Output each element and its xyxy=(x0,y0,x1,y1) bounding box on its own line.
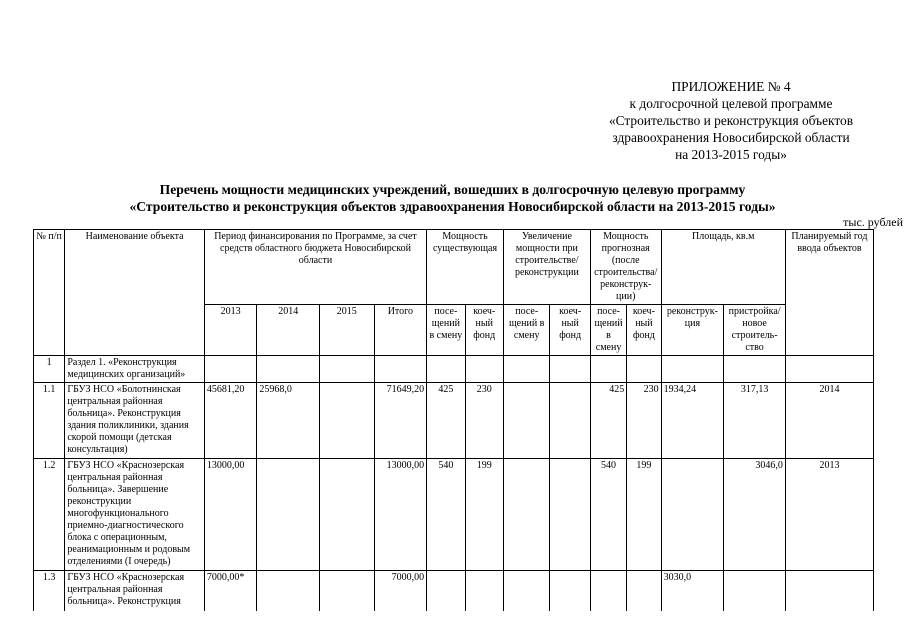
header-name: Наименование объекта xyxy=(65,230,204,356)
header-existing-visits: посе-щений в смену xyxy=(427,305,465,356)
header-existing-beds: коеч-ный фонд xyxy=(465,305,503,356)
title-line-1: Перечень мощности медицинских учреждений, вошедших в долгосрочную целевую программу xyxy=(159,182,746,197)
row-inc-visits xyxy=(503,459,549,571)
header-funding: Период финансирования по Программе, за счет средств областного бюджета Новосибирской области xyxy=(204,230,426,305)
title-line-2: «Строительство и реконструкция объектов здравоохранения Новосибирской области на 2013-2015 годы» xyxy=(129,199,776,214)
row-fc-beds xyxy=(627,356,661,383)
row-area-recon xyxy=(661,356,724,383)
appendix-line-4: здравоохранения Новосибирской области xyxy=(612,130,850,145)
row-ex-visits: 425 xyxy=(427,383,465,459)
row-2013: 45681,20 xyxy=(204,383,257,459)
row-fc-visits xyxy=(590,356,626,383)
row-num: 1 xyxy=(34,356,65,383)
row-area-ext xyxy=(724,571,786,611)
capacity-table xyxy=(33,229,874,611)
header-area-ext: пристройка/ новое строитель-ство xyxy=(724,305,786,356)
row-inc-beds xyxy=(550,459,590,571)
header-2015: 2015 xyxy=(320,305,375,356)
row-2014 xyxy=(257,459,320,571)
row-area-ext: 317,13 xyxy=(724,383,786,459)
row-2013 xyxy=(204,356,257,383)
row-ex-beds xyxy=(465,356,503,383)
row-name: Раздел 1. «Реконструкция медицинских организаций» xyxy=(65,356,204,383)
row-fc-beds: 230 xyxy=(627,383,661,459)
row-ex-visits xyxy=(427,571,465,611)
table-row xyxy=(34,571,874,611)
units-label: тыс. рублей xyxy=(843,215,903,229)
row-num: 1.1 xyxy=(34,383,65,459)
row-year xyxy=(785,356,873,383)
row-fc-visits: 540 xyxy=(590,459,626,571)
row-2014: 25968,0 xyxy=(257,383,320,459)
row-2015 xyxy=(320,459,375,571)
header-existing: Мощность существующая xyxy=(427,230,504,305)
document-title xyxy=(0,181,905,215)
header-total: Итого xyxy=(374,305,427,356)
row-2015 xyxy=(320,383,375,459)
row-total xyxy=(374,356,427,383)
header-increase-visits: посе-щений в смену xyxy=(503,305,549,356)
row-name: ГБУЗ НСО «Краснозерская центральная районная больница». Реконструкция xyxy=(65,571,204,611)
row-area-ext xyxy=(724,356,786,383)
row-area-ext: 3046,0 xyxy=(724,459,786,571)
row-2013: 7000,00* xyxy=(204,571,257,611)
row-ex-beds: 199 xyxy=(465,459,503,571)
header-forecast-beds: коеч-ный фонд xyxy=(627,305,661,356)
row-2015 xyxy=(320,571,375,611)
row-2014 xyxy=(257,356,320,383)
appendix-line-2: к долгосрочной целевой программе xyxy=(629,96,833,111)
row-num: 1.3 xyxy=(34,571,65,611)
table-row xyxy=(34,356,874,383)
row-fc-visits xyxy=(590,571,626,611)
row-2014 xyxy=(257,571,320,611)
row-fc-beds xyxy=(627,571,661,611)
header-year: Планируемый год ввода объектов xyxy=(785,230,873,356)
header-increase: Увеличение мощности при строительстве/ реконструкции xyxy=(503,230,590,305)
table-row xyxy=(34,383,874,459)
row-area-recon: 3030,0 xyxy=(661,571,724,611)
row-total: 71649,20 xyxy=(374,383,427,459)
row-name: ГБУЗ НСО «Краснозерская центральная районная больница». Завершение реконструкции многофункционального приемно-диагностического блока с операционным, реанимационным и родовым отделениями (I очередь) xyxy=(65,459,204,571)
row-ex-beds: 230 xyxy=(465,383,503,459)
row-name: ГБУЗ НСО «Болотнинская центральная районная больница». Реконструкция здания поликлиники, здания скорой помощи (детская консультация) xyxy=(65,383,204,459)
appendix-line-3: «Строительство и реконструкция объектов xyxy=(608,113,854,128)
header-area: Площадь, кв.м xyxy=(661,230,785,305)
row-year: 2014 xyxy=(785,383,873,459)
row-inc-visits xyxy=(503,383,549,459)
row-2015 xyxy=(320,356,375,383)
row-inc-beds xyxy=(550,383,590,459)
row-ex-visits xyxy=(427,356,465,383)
row-area-recon xyxy=(661,459,724,571)
table-row xyxy=(34,459,874,571)
header-increase-beds: коеч-ный фонд xyxy=(550,305,590,356)
row-year xyxy=(785,571,873,611)
header-2013: 2013 xyxy=(204,305,257,356)
row-year: 2013 xyxy=(785,459,873,571)
row-fc-beds: 199 xyxy=(627,459,661,571)
row-ex-visits: 540 xyxy=(427,459,465,571)
appendix-line-1: ПРИЛОЖЕНИЕ № 4 xyxy=(671,79,791,94)
header-num: № п/п xyxy=(34,230,65,356)
row-inc-beds xyxy=(550,356,590,383)
header-2014: 2014 xyxy=(257,305,320,356)
row-total: 13000,00 xyxy=(374,459,427,571)
appendix-line-5: на 2013-2015 годы» xyxy=(675,147,787,162)
row-inc-beds xyxy=(550,571,590,611)
row-fc-visits: 425 xyxy=(590,383,626,459)
row-inc-visits xyxy=(503,356,549,383)
row-2013: 13000,00 xyxy=(204,459,257,571)
row-num: 1.2 xyxy=(34,459,65,571)
row-inc-visits xyxy=(503,571,549,611)
row-total: 7000,00 xyxy=(374,571,427,611)
row-ex-beds xyxy=(465,571,503,611)
appendix-block xyxy=(560,78,902,163)
header-area-recon: реконструк-ция xyxy=(661,305,724,356)
row-area-recon: 1934,24 xyxy=(661,383,724,459)
header-forecast: Мощность прогнозная (после строительства/ реконструк-ции) xyxy=(590,230,661,305)
table-header-row-1 xyxy=(34,230,874,305)
header-forecast-visits: посе-щений в смену xyxy=(590,305,626,356)
